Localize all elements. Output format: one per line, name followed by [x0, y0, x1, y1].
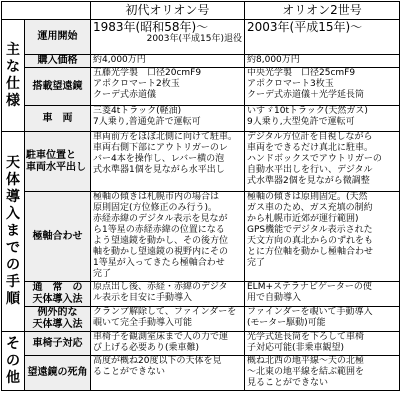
operation-start-2: 2003年(平成15年)～: [247, 20, 363, 34]
label-line: 通 常 の: [32, 282, 83, 293]
label-exception: [25, 307, 91, 332]
cell-wheelchair-1: [91, 332, 245, 356]
section-char: で: [6, 240, 20, 256]
text-line: ～北東の地平線を結ぶ範囲を: [247, 367, 365, 377]
cell-vehicle-1: [91, 106, 245, 132]
section-char: の: [6, 352, 20, 369]
text-line: 自動水平出しを行い、デジタル: [247, 165, 373, 175]
row-exception: [2, 307, 400, 332]
text-line: 中央光学製 口径25cmF9: [247, 68, 356, 78]
cell-telescope-2: [245, 68, 400, 106]
label-normal: [25, 282, 91, 307]
label-wheelchair: 車椅子対応: [25, 332, 91, 356]
text-line: 完了: [93, 269, 112, 279]
text-line: 車両前方をほぼ北側に向けて駐車。: [93, 132, 238, 142]
text-line: 式水準器1個を見ながら水平出し: [93, 165, 225, 175]
text-line: いすゞ10tトラック(天然ガス): [247, 106, 368, 116]
text-line: から札幌市近郊が運行範囲): [247, 214, 359, 224]
cell-normal-2: [245, 282, 400, 307]
text-line: 覗いて完全手動導入可能: [93, 318, 193, 328]
text-line: (モーター駆動)可能: [247, 318, 326, 328]
text-line: 子対応可能(非乗車観望): [247, 343, 345, 353]
label-line: 天体導入法: [32, 319, 83, 330]
text-line: 五藤光学製 口径20cmF9: [93, 68, 202, 78]
row-vehicle: [2, 106, 400, 132]
cell-telescope-1: [91, 68, 245, 106]
section-char: 体: [6, 172, 20, 188]
header-orion-2: オリオン2世号: [245, 2, 400, 20]
label-line: 例外的な: [37, 307, 78, 318]
cell-blind-1: [91, 356, 245, 391]
text-line: ハンドボックスでアウトリガーの: [247, 154, 382, 164]
operation-start-1: 1983年(昭和58年)～: [93, 20, 209, 34]
cell-polar-2: [245, 192, 400, 282]
section-char: 順: [6, 291, 20, 307]
text-line: 車椅子を観測室床まで人の力で運: [93, 332, 229, 342]
label-line: 車両水平出し: [26, 161, 86, 173]
text-line: ら1等星の赤経赤緯の位置になる: [93, 225, 225, 235]
text-line: 原点出し後、赤経・赤緯のデジタ: [93, 282, 228, 292]
section-char: 導: [6, 189, 20, 205]
text-line: GPS機能でデジタル表示された: [247, 225, 373, 235]
text-line: び上げる必要あり(乗車難): [93, 343, 200, 353]
cell-parking-1: [91, 132, 245, 192]
section-char: の: [6, 257, 20, 273]
text-line: ガス車のため、ガス充填の制約: [247, 203, 373, 213]
label-polar: 極軸合わせ: [25, 192, 91, 282]
section-other-label: [2, 332, 25, 391]
text-line: 軸を動かし望遠鏡の視野内にその: [93, 247, 229, 257]
text-line: 極軸の傾きは原則固定。(天然: [247, 192, 368, 202]
cell-normal-1: [91, 282, 245, 307]
text-line: 天文方向の真北からのずれをも: [247, 236, 374, 246]
section-char: 手: [6, 274, 20, 290]
text-line: ル表示を目安に手動導入: [93, 293, 193, 303]
section-char: 仕: [6, 75, 20, 92]
section-char: な: [6, 58, 20, 75]
text-line: 車両右側下部にアウトリガーのレ: [93, 143, 228, 153]
text-line: ファインダーを覗いて手動導入: [247, 307, 373, 317]
cell-exception-1: [91, 307, 245, 332]
comparison-table: [1, 1, 400, 391]
text-line: アポクロマート3枚玉: [247, 79, 334, 89]
row-parking: [2, 132, 400, 192]
text-line: よう望遠鏡を動かし、その後方位: [93, 236, 229, 246]
section-spec-label: [2, 20, 25, 132]
text-line: 完了: [247, 258, 266, 268]
label-telescope: 搭載望遠鏡: [25, 68, 91, 106]
text-line: 車両をできるだけ真北に駐車。: [247, 143, 374, 153]
row-blind-spot: [2, 356, 400, 391]
section-char: 主: [6, 41, 20, 58]
row-normal: [2, 282, 400, 307]
section-char: 天: [6, 155, 20, 171]
cell-price-1: 約4,000万円: [91, 55, 245, 68]
section-char: そ: [6, 335, 20, 352]
text-line: 見ることができない: [247, 378, 329, 388]
text-line: 極軸の傾きは札幌市内の場合は: [93, 192, 220, 202]
text-line: バー4本を操作し、レバー横の泡: [93, 154, 225, 164]
text-line: 光学式延長筒を下ろして車椅: [247, 332, 365, 342]
label-line: 天体導入法: [32, 294, 83, 305]
text-line: デジタル方位計を目視しながら: [247, 132, 373, 142]
cell-vehicle-2: [245, 106, 400, 132]
text-line: 用で自動導入: [247, 293, 302, 303]
text-line: 原則固定(方位修正のみ行う)。: [93, 203, 218, 213]
label-blind-spot: 望遠鏡の死角: [25, 356, 91, 391]
label-operation: 運用開始: [25, 20, 91, 55]
section-procedure-label: [2, 132, 25, 332]
text-line: 高度が概ね20度以下の天体を見: [93, 356, 222, 366]
text-line: とに方位軸を動かし極軸合わせ: [247, 247, 374, 257]
text-line: クランプ解除して、ファインダーを: [93, 307, 237, 317]
text-line: クーデ式赤道儀＋光学延長筒: [247, 90, 365, 100]
text-line: クーデ式赤道儀: [93, 90, 157, 100]
cell-wheelchair-2: [245, 332, 400, 356]
text-line: 赤経赤緯のデジタル表示を見なが: [93, 214, 228, 224]
header-row: [2, 2, 400, 20]
section-char: 様: [6, 92, 20, 109]
label-vehicle: 車 両: [25, 106, 91, 132]
text-line: 三菱4tトラック(軽油): [93, 106, 182, 116]
text-line: 概ね北西の地平線～天の北極: [247, 356, 365, 366]
cell-price-2: 約8,000万円: [245, 55, 400, 68]
text-line: 7人乗り,普通免許で運転可: [93, 117, 201, 127]
text-line: ることができない: [93, 367, 166, 377]
section-char: 他: [6, 369, 20, 386]
operation-end-1: 2003年(平成15年)退役: [146, 34, 242, 44]
text-line: 式水準器2個を見ながら微調整: [247, 176, 370, 186]
header-empty-cell: [2, 2, 91, 20]
section-char: ま: [6, 223, 20, 239]
row-price: [2, 55, 400, 68]
cell-parking-2: [245, 132, 400, 192]
row-telescope: [2, 68, 400, 106]
cell-blind-2: [245, 356, 400, 391]
row-wheelchair: [2, 332, 400, 356]
cell-operation-2: [245, 20, 400, 55]
cell-exception-2: [245, 307, 400, 332]
text-line: 9人乗り,大型免許で運転可: [247, 117, 355, 127]
label-line: 駐車位置と: [26, 149, 76, 161]
label-price: 購入価格: [25, 55, 91, 68]
row-operation: [2, 20, 400, 55]
cell-operation-1: [91, 20, 245, 55]
text-line: アポクロマート2枚玉: [93, 79, 180, 89]
header-orion-1: 初代オリオン号: [91, 2, 245, 20]
row-polar: [2, 192, 400, 282]
section-char: 入: [6, 206, 20, 222]
cell-polar-1: [91, 192, 245, 282]
text-line: ELM+ステラナビゲーターの使: [247, 282, 372, 292]
label-parking: [25, 132, 91, 192]
text-line: 1等星が入ってきたら極軸合わせ: [93, 258, 225, 268]
